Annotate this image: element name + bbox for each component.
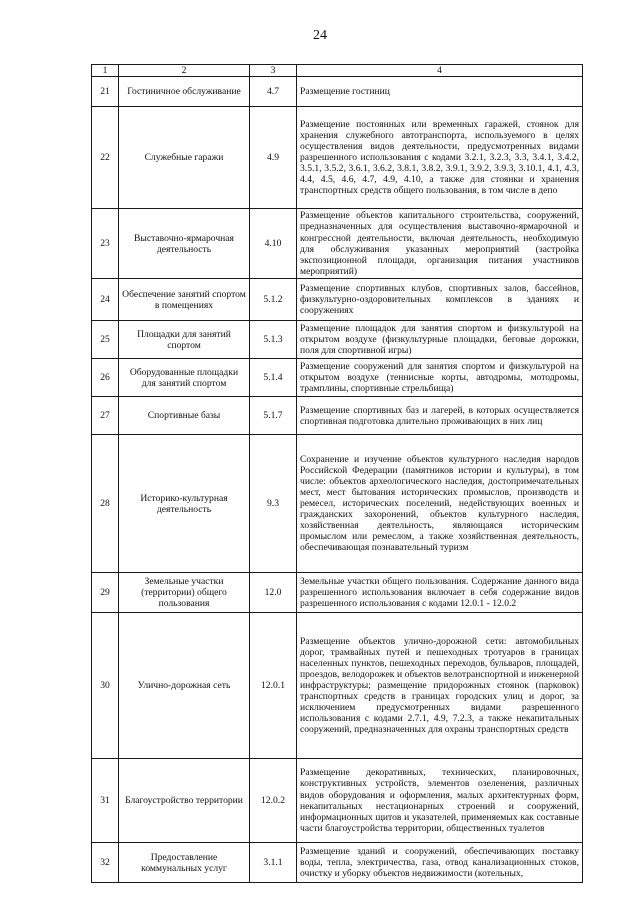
use-type-code: 5.1.7 (250, 397, 297, 435)
use-type-name: Обеспечение занятий спортом в помещениях (119, 279, 250, 321)
use-type-code: 5.1.4 (250, 359, 297, 397)
row-number: 24 (92, 279, 119, 321)
table-row (92, 209, 583, 279)
use-type-name: Служебные гаражи (119, 107, 250, 209)
header-cell-1: 1 (92, 65, 119, 77)
table-row (92, 321, 583, 359)
use-type-description: Размещение декоративных, технических, планировочных, конструктивных устройств, элементов озеленения, различных видов оборудования и оформления, малых архитектурных форм, некапитальных нестационарных строений и сооружений, информационных щитов и указателей, применяемых как составные части благоустройства территории, общественных туалетов (297, 759, 583, 843)
table-row (92, 759, 583, 843)
use-type-name: Спортивные базы (119, 397, 250, 435)
table-row (92, 359, 583, 397)
use-type-code: 9.3 (250, 435, 297, 573)
use-type-description: Размещение площадок для занятия спортом и физкультурой на открытом воздухе (физкультурные площадки, беговые дорожки, поля для спортивной игры) (297, 321, 583, 359)
use-type-description: Размещение объектов улично-дорожной сети: автомобильных дорог, трамвайных путей и пешеходных тротуаров в границах населенных пунктов, пешеходных переходов, бульваров, площадей, проездов, велодорожек и объектов велотранспортной и инженерной инфраструктуры; размещение придорожных стоянок (парковок) транспортных средств в границах городских улиц и дорог, за исключением предусмотренных видами разрешенного использования с кодами 2.7.1, 4.9, 7.2.3, а также некапитальных сооружений, предназначенных для охраны транспортных средств (297, 613, 583, 759)
header-cell-2: 2 (119, 65, 250, 77)
table-row (92, 843, 583, 883)
use-type-description: Размещение постоянных или временных гаражей, стоянок для хранения служебного автотранспорта, используемого в целях осуществления видов деятельности, предусмотренных видами разрешенного использования с кодами 3.2.1, 3.2.3, 3.3, 3.4.1, 3.4.2, 3.5.1, 3.5.2, 3.6.1, 3.6.2, 3.8.1, 3.8.2, 3.9.1, 3.9.2, 3.9.3, 3.10.1, 4.1, 4.3, 4.4, 4.5, 4.6, 4.7, 4.9, 4.10, а также для стоянки и хранения транспортных средств общего пользования, в том числе в депо (297, 107, 583, 209)
row-number: 25 (92, 321, 119, 359)
header-cell-3: 3 (250, 65, 297, 77)
row-number: 23 (92, 209, 119, 279)
row-number: 30 (92, 613, 119, 759)
land-use-table (91, 64, 583, 883)
use-type-code: 12.0.2 (250, 759, 297, 843)
row-number: 28 (92, 435, 119, 573)
table-header-row (92, 65, 583, 77)
row-number: 31 (92, 759, 119, 843)
use-type-code: 3.1.1 (250, 843, 297, 883)
use-type-code: 4.7 (250, 77, 297, 107)
use-type-description: Размещение объектов капитального строительства, сооружений, предназначенных для осуществления выставочно-ярмарочной и конгрессной деятельности, включая деятельность, необходимую для обслуживания указанных мероприятий (застройка экспозиционной площади, организация питания участников мероприятий) (297, 209, 583, 279)
use-type-name: Земельные участки (территории) общего пользования (119, 573, 250, 613)
row-number: 21 (92, 77, 119, 107)
table-row (92, 107, 583, 209)
use-type-code: 5.1.3 (250, 321, 297, 359)
row-number: 32 (92, 843, 119, 883)
use-type-code: 4.9 (250, 107, 297, 209)
table-row (92, 435, 583, 573)
use-type-description: Размещение зданий и сооружений, обеспечивающих поставку воды, тепла, электричества, газа, отвод канализационных стоков, очистку и уборку объектов недвижимости (котельных, (297, 843, 583, 883)
use-type-name: Историко-культурная деятельность (119, 435, 250, 573)
use-type-name: Площадки для занятий спортом (119, 321, 250, 359)
header-cell-4: 4 (297, 65, 583, 77)
row-number: 29 (92, 573, 119, 613)
use-type-code: 5.1.2 (250, 279, 297, 321)
use-type-name: Выставочно-ярмарочная деятельность (119, 209, 250, 279)
row-number: 22 (92, 107, 119, 209)
use-type-name: Предоставление коммунальных услуг (119, 843, 250, 883)
use-type-description: Земельные участки общего пользования. Содержание данного вида разрешенного использования включает в себя содержание видов разрешенного использования с кодами 12.0.1 - 12.0.2 (297, 573, 583, 613)
use-type-description: Размещение спортивных клубов, спортивных залов, бассейнов, физкультурно-оздоровительных комплексов в зданиях и сооружениях (297, 279, 583, 321)
use-type-code: 12.0 (250, 573, 297, 613)
use-type-name: Благоустройство территории (119, 759, 250, 843)
use-type-name: Гостиничное обслуживание (119, 77, 250, 107)
row-number: 27 (92, 397, 119, 435)
use-type-name: Оборудованные площадки для занятий спортом (119, 359, 250, 397)
use-type-code: 4.10 (250, 209, 297, 279)
use-type-description: Размещение сооружений для занятия спортом и физкультурой на открытом воздухе (теннисные корты, автодромы, мотодромы, трамплины, спортивные стрельбища) (297, 359, 583, 397)
table-row (92, 397, 583, 435)
use-type-description: Сохранение и изучение объектов культурного наследия народов Российской Федерации (памятников истории и культуры), в том числе: объектов археологического наследия, достопримечательных мест, мест бытования исторических промыслов, производств и ремесел, исторических поселений, недействующих военных и гражданских захоронений, объектов культурного наследия, хозяйственная деятельность, являющаяся историческим промыслом или ремеслом, а также хозяйственная деятельность, обеспечивающая познавательный туризм (297, 435, 583, 573)
use-type-description: Размещение спортивных баз и лагерей, в которых осуществляется спортивная подготовка длительно проживающих в них лиц (297, 397, 583, 435)
table-row (92, 573, 583, 613)
page-number: 24 (313, 28, 327, 43)
use-type-description: Размещение гостиниц (297, 77, 583, 107)
use-type-code: 12.0.1 (250, 613, 297, 759)
use-type-name: Улично-дорожная сеть (119, 613, 250, 759)
table-row (92, 279, 583, 321)
table-row (92, 613, 583, 759)
table-row (92, 77, 583, 107)
row-number: 26 (92, 359, 119, 397)
